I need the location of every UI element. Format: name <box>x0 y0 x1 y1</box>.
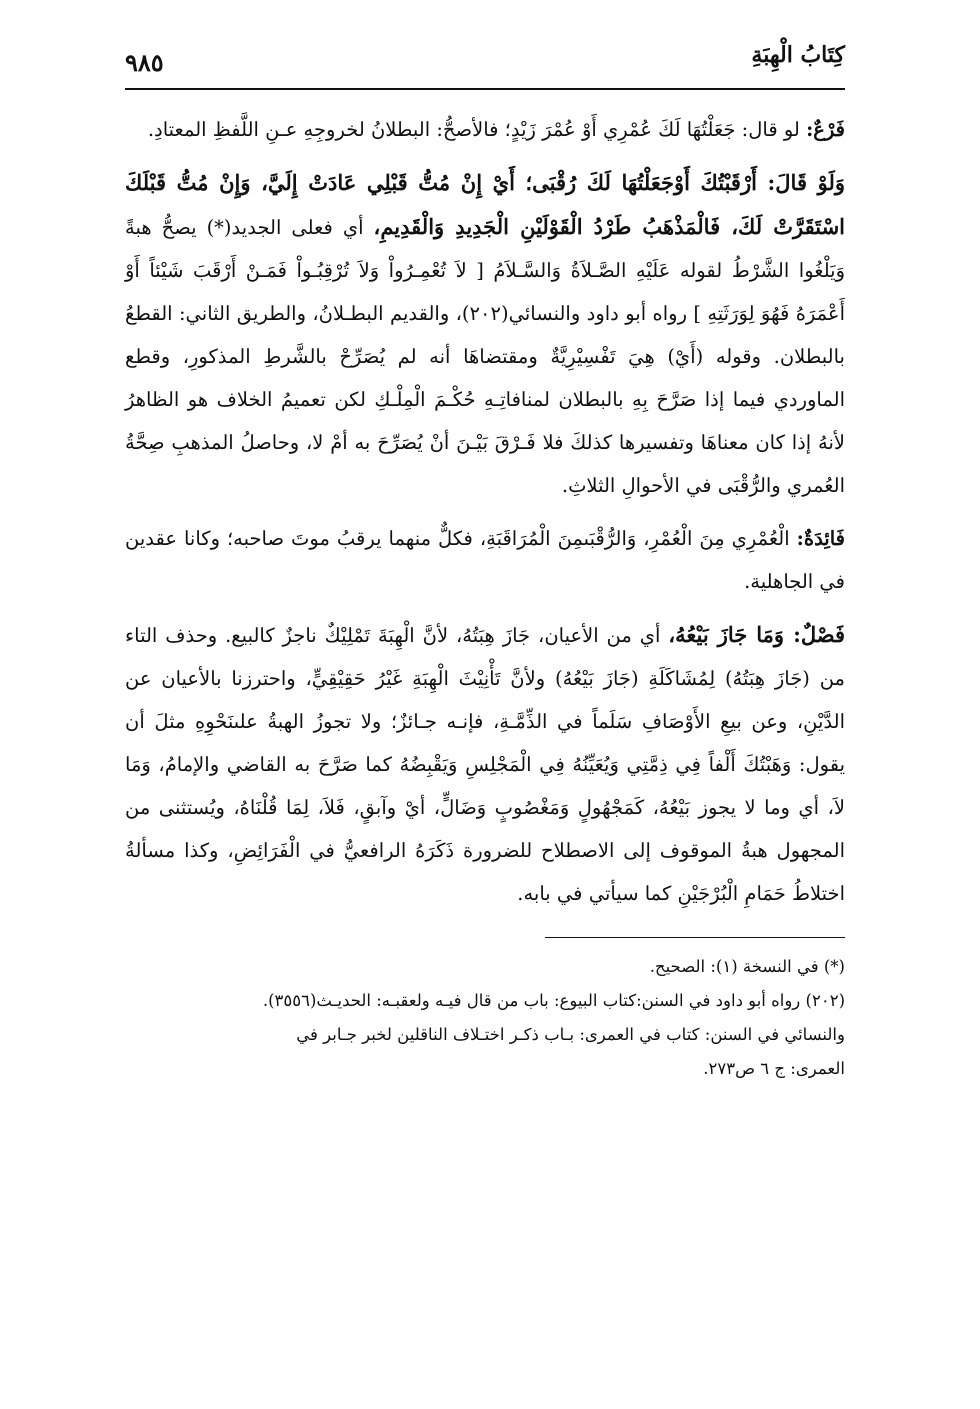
page-header <box>125 36 845 90</box>
paragraph-fasl <box>125 613 845 915</box>
paragraph-text: الْعُمْرِي مِنَ الْعُمْرِ، وَالرُّقْبَىمِنَ الْمُرَاقَبَةِ، فكلٌّ منهما يرقبُ موتَ صاحبه؛ وكانا عقدين في الجاهلية. <box>125 527 845 593</box>
paragraph-lead: فَائِدَةٌ: <box>796 527 845 550</box>
paragraph-lead: فَصْلٌ: وَمَا جَازَ بَيْعُهُ، <box>668 622 846 647</box>
paragraph-text: لو قال: جَعَلْتُهَا لَكَ عُمْرِي أَوْ عُمْرَ زَيْدٍ؛ فالأصحُّ: البطلانُ لخروجِهِ عـنِ اللَّفظِ المعتادِ. <box>147 118 807 141</box>
page-number: ٩٨٥ <box>125 48 164 77</box>
paragraph-lead: وَلَوْ قَالَ: أَرْقَبْتُكَ أَوْجَعَلْتُهَا لَكَ رُقْبَى؛ أَيْ إِنْ مُتُّ قَبْلِي عَادَتْ إِلَيَّ، وَإِنْ مُتُّ قَبْلَكَ اسْتَقَرَّتْ لَكَ، فَالْمَذْهَبُ طَرْدُ الْقَوْلَيْنِ الْجَدِيدِ وَالْقَدِيمِ، <box>125 170 845 239</box>
body-text <box>125 108 845 915</box>
footnote-item: والنسائي في السنن: كتاب في العمرى: بـاب ذكـر اختـلاف الناقلين لخبر جـابر في <box>296 1025 845 1044</box>
footnote-item: (٢٠٢) رواه أبو داود في السنن:كتاب البيوع: باب من قال فيـه ولعقبـه: الحديـث(٣٥٥٦). <box>262 991 845 1010</box>
footnote-item: العمرى: ج ٦ ص٢٧٣. <box>703 1059 845 1078</box>
footnotes <box>125 950 845 1086</box>
paragraph-text: أي من الأعيان، جَازَ هِبَتُهُ، لأنَّ الْهِبَةَ تَمْلِيْكٌ ناجزٌ كالبيع. وحذف التاء من (جَازَ هِبَتُهُ) لِمُشَاكَلَةِ (جَازَ بَيْعُهُ) ولأنَّ تَأْنِيْثَ الْهِبَةِ غَيْرُ حَقِيْقِيٍّ، واحترزنا بالأعيان عن الدَّيْنِ، وعن بيعِ الأَوْصَافِ سَلَماً في الذِّمَّـةِ، فإنـه جـائزٌ؛ ولا تجوزُ الهبةُ علىنَحْوِهِ مثلَ أن يقول: وَهَبْتُكَ أَلْفاً فِي ذِمَّتِي وَيُعَيِّنُهُ فِي الْمَجْلِسِ وَيَقْبِضُهُ كما صَرَّحَ به القاضي والإمامُ، وَمَا لاَ، أي وما لا يجوز بَيْعُهُ، كَمَجْهُولٍ وَمَغْصُوبٍ وَضَالٍّ، أيْ وآبقٍ، فَلاَ، لِمَا قُلْنَاهُ، ويُستثنى من المجهول هبةُ الموقوف إلى الاصطلاح للضرورة ذَكَرَهُ الرافعيُّ في الْفَرَائِضِ، وكذا مسألةُ اختلاطُ حَمَامِ الْبُرْجَيْنِ كما سيأتي في بابه. <box>125 624 845 905</box>
book-title: كِتَابُ الْهِبَةِ <box>751 42 845 68</box>
footnote-item: (*) في النسخة (١): الصحيح. <box>649 957 845 976</box>
paragraph-text: أي فعلى الجديد(*) يصحُّ هبةً وَيَلْغُوا الشَّرْطُ لقوله عَلَيْهِ الصَّـلاَةُ وَالسَّـلاَمُ [ لاَ تُعْمِـرُواْ وَلاَ تُرْقِبُـواْ فَمَـنْ أَرْقَبَ شَيْئاً أَوْ أَعْمَرَهُ فَهُوَ لِوَرَثَتِهِ ] رواه أبو داود والنسائي(٢٠٢)، والقديم البطـلانُ، والطريق الثاني: القطعُ بالبطلان. وقوله (أَيْ) هِيَ تَفْسِيْرِيَّةٌ ومقتضاهَا أنه لم يُصَرِّحْ بالشَّرطِ المذكورِ، وقطع الماوردي فيما إذا صَرَّحَ بِهِ بالبطلان لمنافاتِـهِ حُكْـمَ الْمِلْـكِ لكن تعميمُ الخلاف هو الظاهرُ لأنهُ إذا كان معناهَا وتفسيرها كذلكَ فلا فَـرْقَ بَيْـنَ أنْ يُصَرِّحَ به أمْ لا، وحاصلُ المذهبِ صِحَّةُ العُمري والرُّقْبَى في الأحوالِ الثلاثِ. <box>125 216 845 497</box>
paragraph-ruqba <box>125 161 845 507</box>
paragraph-faida <box>125 517 845 603</box>
paragraph-lead: فَرْعٌ: <box>806 118 845 141</box>
footnote-divider <box>545 937 845 938</box>
paragraph-far <box>125 108 845 151</box>
